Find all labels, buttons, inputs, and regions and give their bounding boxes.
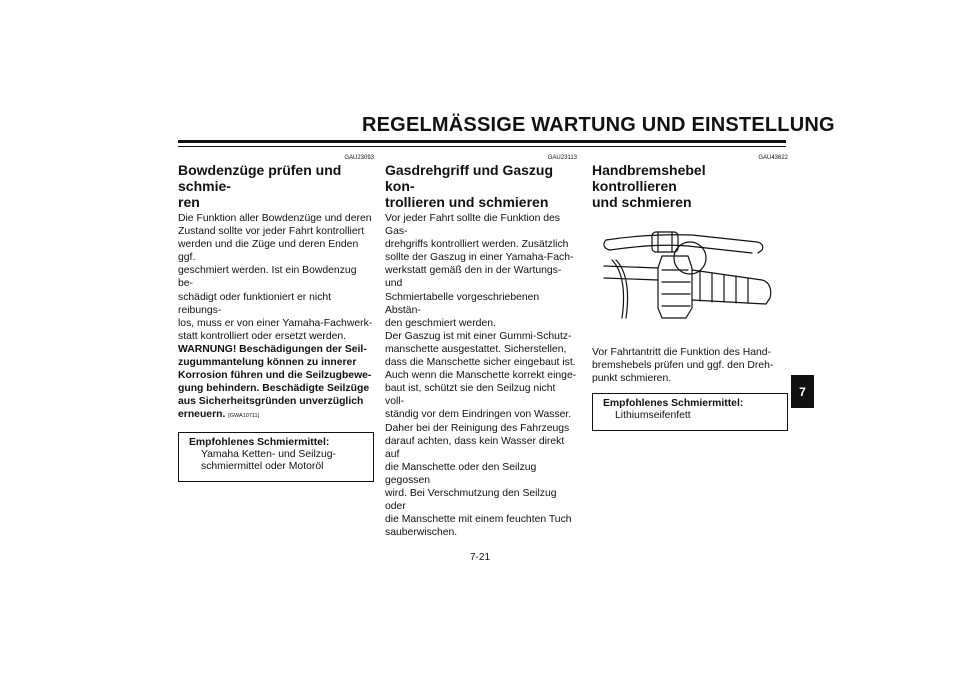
body-line: Die Funktion aller Bowdenzüge und deren: [178, 213, 372, 224]
section-heading: [178, 162, 374, 210]
section-brake-lever: [592, 150, 788, 431]
header-rule: [178, 140, 786, 143]
body-line: darauf achten, dass kein Wasser direkt auf: [385, 435, 565, 460]
brake-lever-illustration: [592, 220, 788, 334]
body-line: baut ist, schützt sie den Seilzug nicht voll-: [385, 383, 556, 408]
warning-last-line: [178, 408, 374, 423]
body-line: den geschmiert werden.: [385, 317, 496, 329]
body-line: Daher bei der Reinigung des Fahrzeugs: [385, 422, 570, 434]
lubricant-line: Yamaha Ketten- und Seilzug-: [201, 448, 336, 460]
warning-line: aus Sicherheitsgründen unverzüglich: [178, 396, 364, 408]
body-line: los, muss er von einer Yamaha-Fachwerk-: [178, 317, 373, 329]
heading-line: und schmieren: [592, 194, 692, 210]
body-line: werden und die Züge und deren Enden ggf.: [178, 239, 359, 264]
section-heading: [592, 162, 788, 210]
header-rule-thin: [178, 146, 786, 147]
lubricant-box: [178, 432, 374, 482]
body-line: Zustand sollte vor jeder Fahrt kontrolliert: [178, 226, 364, 238]
lubricant-title: Empfohlenes Schmiermittel:: [603, 398, 744, 410]
section-heading: [385, 162, 577, 210]
warning-line: gung behindern. Beschädigte Seilzüge: [178, 383, 370, 395]
body-line: Vor Fahrtantritt die Funktion des Hand-: [592, 347, 772, 358]
lubricant-title: Empfohlenes Schmiermittel:: [189, 436, 330, 448]
section-body: [385, 212, 577, 539]
section-code: GAU23093: [344, 155, 374, 161]
body-line: Vor jeder Fahrt sollte die Funktion des Gas-: [385, 213, 561, 238]
body-line: Schmiertabelle vorgeschriebenen Abstän-: [385, 291, 540, 316]
body-line: die Manschette oder den Seilzug gegossen: [385, 461, 537, 486]
heading-line: Handbremshebel kontrollieren: [592, 162, 706, 194]
body-line: sauberwischen.: [385, 527, 458, 539]
heading-line: Bowdenzüge prüfen und schmie-: [178, 162, 342, 194]
page-header-title: REGELMÄSSIGE WARTUNG UND EINSTELLUNG: [362, 114, 835, 136]
lubricant-line: schmiermittel oder Motoröl: [201, 460, 324, 472]
body-line: drehgriffs kontrolliert werden. Zusätzlich: [385, 239, 569, 251]
warning-line: WARNUNG! Beschädigungen der Seil-: [178, 343, 367, 355]
section-code: GAU43622: [758, 155, 788, 161]
heading-line: trollieren und schmieren: [385, 194, 549, 210]
section-body: [178, 212, 374, 424]
body-line: werkstatt gemäß den in der Wartungs- und: [385, 265, 562, 290]
warning-code: [GWA10711]: [228, 413, 260, 420]
section-cables: [178, 150, 374, 482]
section-body: [592, 346, 788, 385]
body-line: schädigt oder funktioniert er nicht reibungs-: [178, 291, 332, 316]
body-line: Der Gaszug ist mit einer Gummi-Schutz-: [385, 330, 572, 342]
warning-line: erneuern.: [178, 409, 226, 421]
body-line: dass die Manschette sicher eingebaut ist.: [385, 357, 576, 369]
body-line: sollte der Gaszug in einer Yamaha-Fach-: [385, 252, 574, 264]
chapter-tab: 7: [791, 375, 814, 408]
handlebar-lever-drawing: [592, 220, 788, 334]
body-line: punkt schmieren.: [592, 373, 672, 385]
body-line: statt kontrolliert oder ersetzt werden.: [178, 330, 347, 342]
page-number: 7-21: [469, 552, 490, 563]
section-throttle: [385, 150, 577, 539]
body-line: Auch wenn die Manschette korrekt einge-: [385, 370, 577, 382]
lubricant-line: Lithiumseifenfett: [615, 410, 691, 422]
body-line: die Manschette mit einem feuchten Tuch: [385, 514, 572, 526]
warning-line: Korrosion führen und die Seilzugbewe-: [178, 370, 372, 382]
heading-line: ren: [178, 194, 200, 210]
heading-line: Gasdrehgriff und Gaszug kon-: [385, 162, 554, 194]
lubricant-box: [592, 393, 788, 431]
body-line: manschette ausgestattet. Sicherstellen,: [385, 343, 567, 355]
warning-line: zugummantelung können zu innerer: [178, 357, 357, 369]
body-line: geschmiert werden. Ist ein Bowdenzug be-: [178, 265, 357, 290]
body-line: ständig vor dem Eindringen von Wasser.: [385, 409, 572, 421]
body-line: wird. Bei Verschmutzung den Seilzug oder: [385, 487, 557, 513]
body-line: bremshebels prüfen und ggf. den Dreh-: [592, 360, 774, 372]
section-code: GAU23113: [547, 155, 577, 161]
